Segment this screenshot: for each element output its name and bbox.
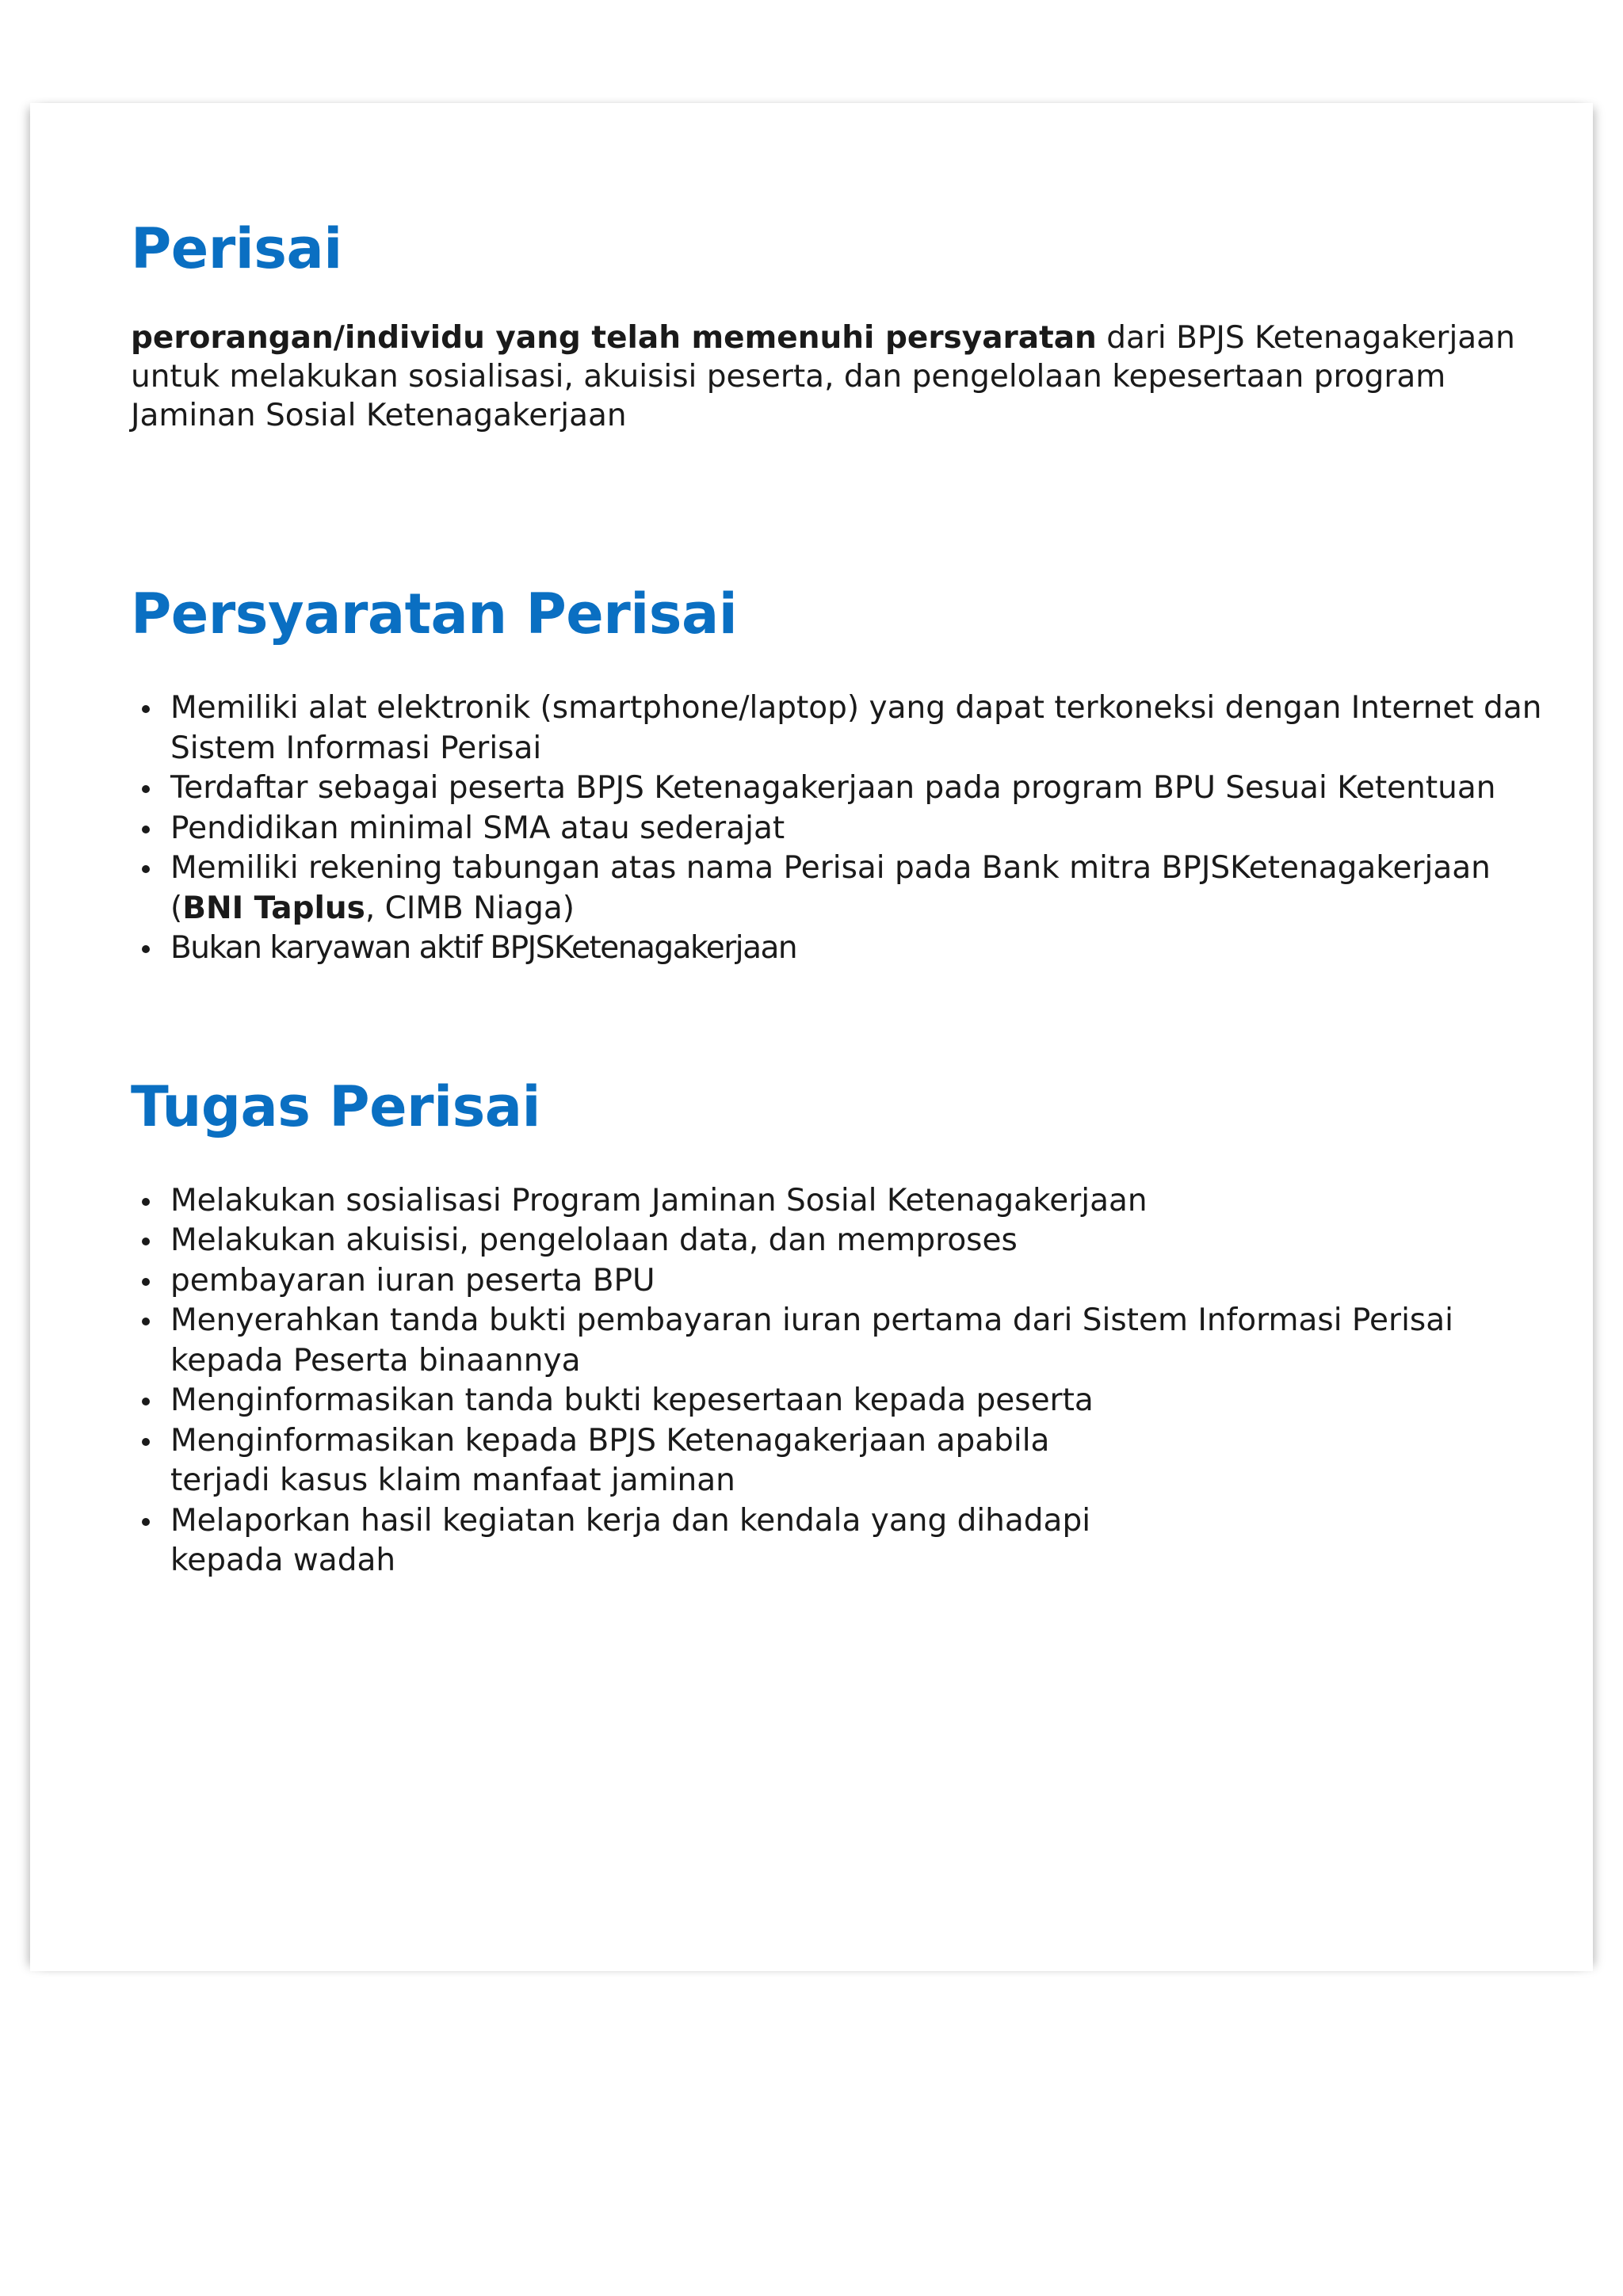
intro-bold-text: perorangan/individu yang telah memenuhi persyaratan (131, 320, 1097, 356)
list-item-text: , CIMB Niaga) (365, 890, 575, 926)
tugas-list (131, 1181, 1557, 1581)
bank-name-bold: BNI Taplus (182, 890, 365, 926)
list-item-text: Memiliki rekening tabungan atas nama Perisai pada Bank mitra BPJSKetenagakerjaan ( (170, 850, 1491, 926)
heading-tugas-perisai: Tugas Perisai (131, 1074, 540, 1139)
intro-text: dari BPJS Ketenagakerjaan untuk melakukan sosialisasi, akuisisi peserta, dan pengelolaan kepesertaan program Jaminan Sosial Ketenagakerjaan (131, 320, 1515, 433)
list-item: Memiliki alat elektronik (smartphone/laptop) yang dapat terkoneksi dengan Internet dan Sistem Informasi Perisai (170, 688, 1565, 769)
list-item: Melakukan sosialisasi Program Jaminan Sosial Ketenagakerjaan (170, 1181, 1565, 1222)
document-content (131, 212, 1557, 1581)
list-item: Menginformasikan tanda bukti kepesertaan kepada peserta (170, 1381, 1565, 1421)
list-item: Pendidikan minimal SMA atau sederajat (170, 809, 1565, 849)
list-item: Terdaftar sebagai peserta BPJS Ketenagakerjaan pada program BPU Sesuai Ketentuan (170, 769, 1565, 809)
list-item: Menyerahkan tanda bukti pembayaran iuran pertama dari Sistem Informasi Perisai kepada Peserta binaannya (170, 1301, 1565, 1381)
list-item: Menginformasikan kepada BPJS Ketenagakerjaan apabila terjadi kasus klaim manfaat jaminan (170, 1421, 1106, 1501)
heading-persyaratan-perisai: Persyaratan Perisai (131, 582, 738, 646)
intro-paragraph (131, 318, 1557, 435)
list-item: Melakukan akuisisi, pengelolaan data, dan memproses (170, 1221, 1565, 1261)
list-item: pembayaran iuran peserta BPU (170, 1261, 1565, 1302)
list-item: Bukan karyawan aktif BPJSKetenagakerjaan (170, 929, 1565, 969)
list-item (170, 849, 1565, 929)
document-page (30, 103, 1593, 1971)
persyaratan-list (131, 688, 1557, 969)
heading-perisai: Perisai (131, 216, 342, 281)
list-item: Melaporkan hasil kegiatan kerja dan kendala yang dihadapi kepada wadah (170, 1501, 1106, 1581)
